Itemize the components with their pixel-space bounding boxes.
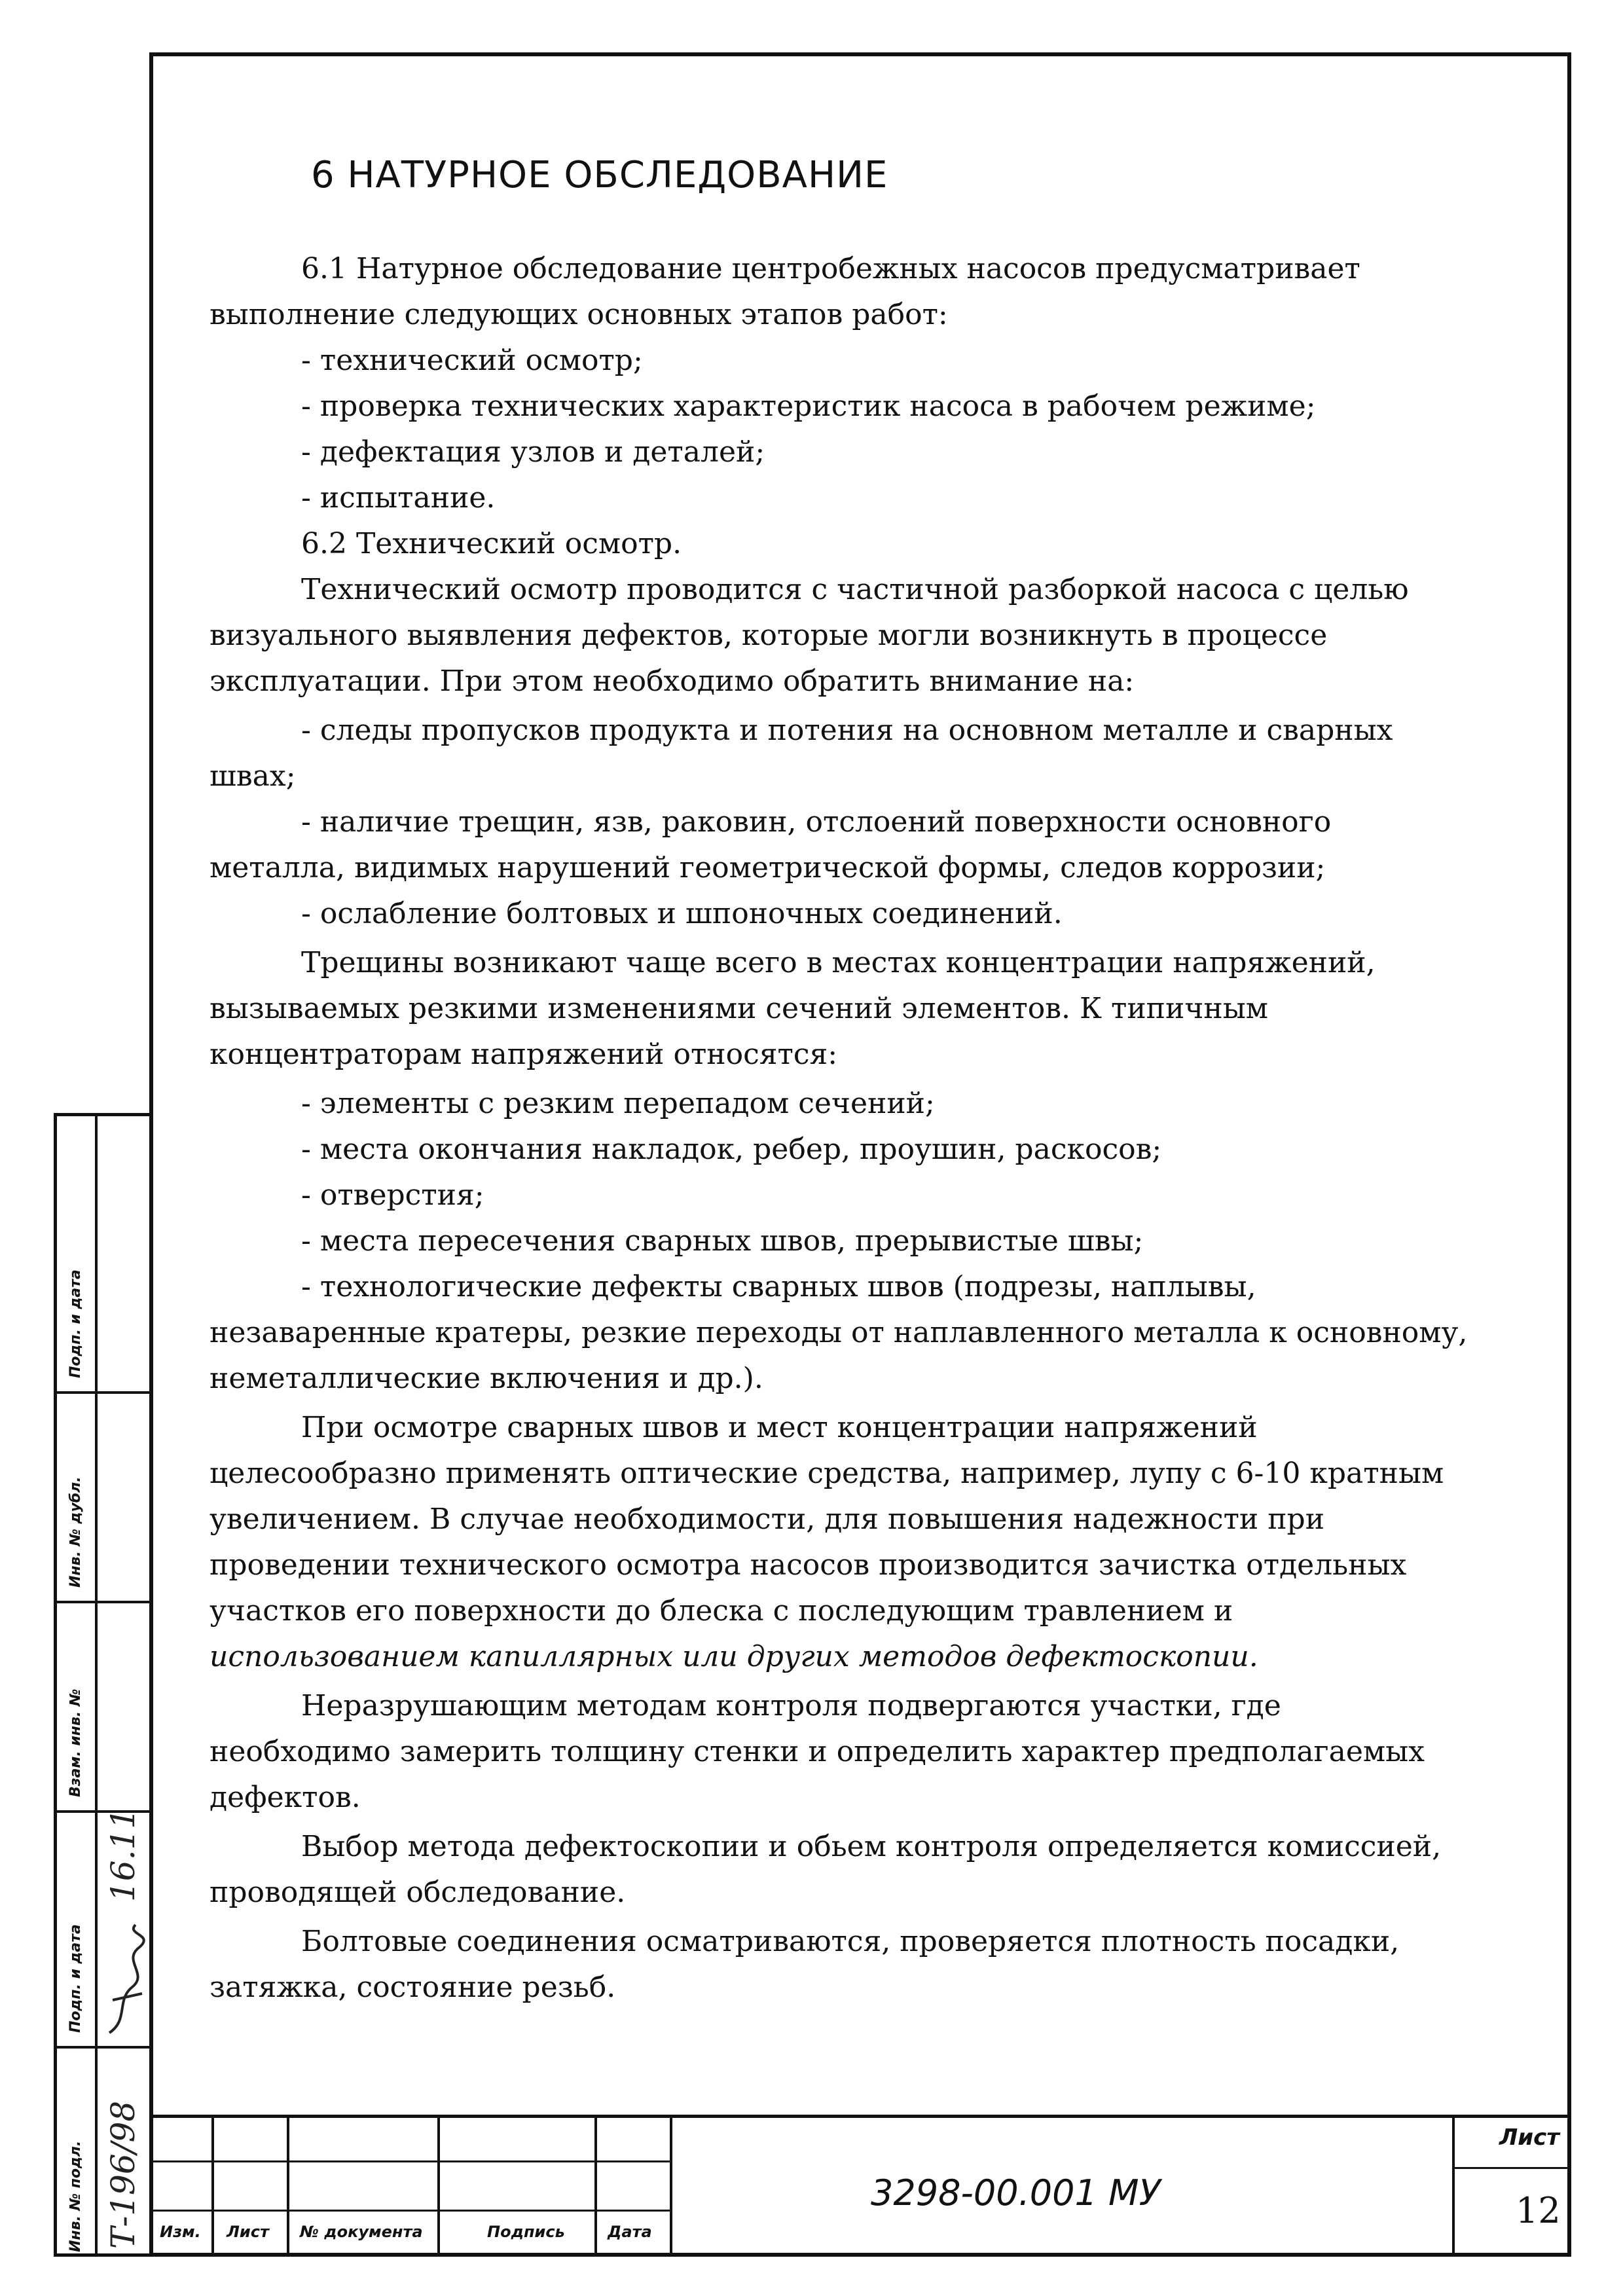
sheet-number: 12 (1516, 2190, 1561, 2231)
strip-rule (57, 2046, 149, 2049)
list-item: - места пересечения сварных швов, прерывистые швы; (301, 1224, 1144, 1258)
text-line: неметаллические включения и др.). (210, 1362, 763, 1395)
text-line: металла, видимых нарушений геометрической формы, следов коррозии; (210, 851, 1326, 884)
text-line: При осмотре сварных швов и мест концентрации напряжений (301, 1411, 1258, 1444)
list-item: - следы пропусков продукта и потения на основном металле и сварных (301, 714, 1393, 747)
text-line: Выбор метода дефектоскопии и обьем контроля определяется комиссией, (301, 1830, 1442, 1863)
text-line: Технический осмотр проводится с частичной разборкой насоса с целью (301, 573, 1409, 606)
text-line: концентраторам напряжений относятся: (210, 1038, 838, 1071)
margin-label-dup-inv: Инв. № дубл. (67, 1476, 84, 1588)
text-line: Трещины возникают чаще всего в местах концентрации напряжений, (301, 946, 1376, 979)
margin-label-sign-date: Подп. и дата (67, 1269, 84, 1378)
text-line: эксплуатации. При этом необходимо обратить внимание на: (210, 665, 1135, 698)
handwritten-date: 16.11 (104, 1808, 142, 1902)
list-item: - элементы с резким перепадом сечений; (301, 1087, 935, 1120)
text-line: швах; (210, 759, 296, 793)
list-item: - проверка технических характеристик насоса в рабочем режиме; (301, 390, 1316, 423)
text-line: участков его поверхности до блеска с последующим травлением и (210, 1594, 1233, 1628)
list-item: - технологические дефекты сварных швов (подрезы, наплывы, (301, 1270, 1256, 1303)
strip-divider (95, 1116, 98, 2253)
document-number: 3298-00.001 МУ (871, 2172, 1161, 2214)
text-line: 6.1 Натурное обследование центробежных насосов предусматривает (301, 252, 1360, 285)
strip-rule (57, 1391, 149, 1394)
text-line: незаваренные кратеры, резкие переходы от наплавленного металла к основному, (210, 1316, 1468, 1349)
tb-col-signature: Подпись (487, 2223, 565, 2241)
tb-col-date: Дата (608, 2223, 652, 2241)
list-item: - технический осмотр; (301, 344, 643, 377)
tb-row-rule (149, 2160, 671, 2162)
text-line: Болтовые соединения осматриваются, проверяется плотность посадки, (301, 1925, 1400, 1958)
text-line: целесообразно применять оптические средства, например, лупу с 6-10 кратным (210, 1457, 1444, 1490)
list-item: - ослабление болтовых и шпоночных соединений. (301, 897, 1063, 930)
signature-scribble (103, 1922, 149, 2039)
tb-col-rule (670, 2118, 672, 2257)
text-line: визуального выявления дефектов, которые могли возникнуть в процессе (210, 619, 1328, 652)
tb-row-rule (149, 2210, 671, 2212)
margin-label-sign-date-2: Подп. и дата (67, 1924, 84, 2033)
strip-rule (57, 1601, 149, 1603)
margin-label-orig-inv: Инв. № подл. (67, 2140, 84, 2252)
text-line: использованием капиллярных или других методов дефектоскопии. (210, 1640, 1258, 1673)
text-line: проведении технического осмотра насосов производится зачистка отдельных (210, 1548, 1407, 1582)
section-heading: 6 НАТУРНОЕ ОБСЛЕДОВАНИЕ (311, 154, 888, 196)
list-item: - дефектация узлов и деталей; (301, 435, 765, 469)
text-line: дефектов. (210, 1781, 361, 1814)
tb-col-sheet: Лист (227, 2223, 269, 2241)
tb-col-rule (1452, 2118, 1455, 2257)
text-line: выполнение следующих основных этапов работ: (210, 298, 948, 331)
title-block (149, 2115, 1571, 2257)
list-item: - испытание. (301, 481, 496, 515)
text-line: проводящей обследование. (210, 1876, 626, 1909)
subsection-title: 6.2 Технический осмотр. (301, 527, 682, 560)
tb-col-document: № документа (300, 2223, 423, 2241)
text-line: увеличением. В случае необходимости, для повышения надежности при (210, 1503, 1325, 1536)
list-item: - места окончания накладок, ребер, проушин, раскосов; (301, 1133, 1162, 1166)
text-line: вызываемых резкими изменениями сечений элементов. К типичным (210, 992, 1268, 1025)
tb-col-rule (211, 2118, 214, 2257)
sheet-label: Лист (1499, 2124, 1559, 2151)
text-line: затяжка, состояние резьб. (210, 1971, 616, 2004)
list-item: - наличие трещин, язв, раковин, отслоений поверхности основного (301, 805, 1332, 839)
tb-row-rule (1452, 2167, 1567, 2169)
list-item: - отверстия; (301, 1178, 484, 1212)
margin-label-replace-inv: Взам. инв. № (67, 1688, 84, 1797)
tb-col-rule (594, 2118, 597, 2257)
text-line: Неразрушающим методам контроля подвергаются участки, где (301, 1689, 1281, 1722)
tb-col-rule (437, 2118, 440, 2257)
tb-col-change: Изм. (160, 2223, 201, 2241)
tb-col-rule (287, 2118, 289, 2257)
handwritten-inventory-number: Т-196/98 (104, 2100, 142, 2249)
text-line: необходимо замерить толщину стенки и определить характер предполагаемых (210, 1735, 1425, 1768)
margin-stamp-strip (54, 1113, 149, 2257)
